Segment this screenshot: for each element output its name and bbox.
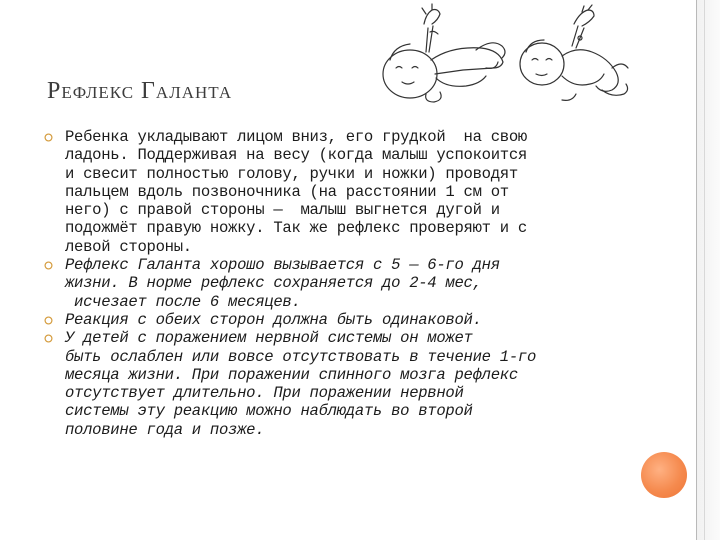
bullet-item	[44, 329, 624, 439]
edge-line	[704, 0, 705, 540]
hollow-circle-bullet-icon	[44, 334, 53, 343]
bullet-list	[44, 128, 624, 439]
orange-circle-decoration	[641, 452, 687, 498]
hollow-circle-bullet-icon	[44, 133, 53, 142]
bullet-text: Реакция с обеих сторон должна быть одинаковой.	[65, 310, 482, 329]
hollow-circle-bullet-icon	[44, 261, 53, 270]
hollow-circle-bullet-icon	[44, 316, 53, 325]
bullet-item	[44, 128, 624, 256]
bullet-item	[44, 256, 624, 311]
bullet-item	[44, 311, 624, 329]
bullet-text: У детей с поражением нервной системы он может быть ослаблен или вовсе отсутствовать в течение 1-го месяца жизни. При поражении спинного мозга рефлекс отсутствует длительно. При поражении нервной системы эту реакцию можно наблюдать во второй половине года и позже.	[65, 329, 537, 439]
bullet-text: Рефлекс Галанта хорошо вызывается с 5 — 6-го дня жизни. В норме рефлекс сохраняется до 2-4 мес, исчезает после 6 месяцев.	[65, 256, 500, 311]
infant-illustration-icon	[376, 2, 648, 114]
slide-title: Рефлекс Галанта	[47, 78, 233, 104]
slide-edge-decoration	[697, 0, 720, 540]
baby-left-drawing	[383, 4, 505, 102]
bullet-text: Ребенка укладывают лицом вниз, его грудкой на свою ладонь. Поддерживая на весу (когда малыш успокоится и свесит полностью голову, ручки и ножки) проводят пальцем вдоль позвоночника (на расстоянии 1 см от него) с правой стороны — малыш выгнется дугой и подожмёт правую ножку. Так же рефлекс проверяют и с левой стороны.	[65, 128, 527, 256]
baby-right-drawing	[520, 5, 628, 100]
edge-line	[696, 0, 697, 540]
